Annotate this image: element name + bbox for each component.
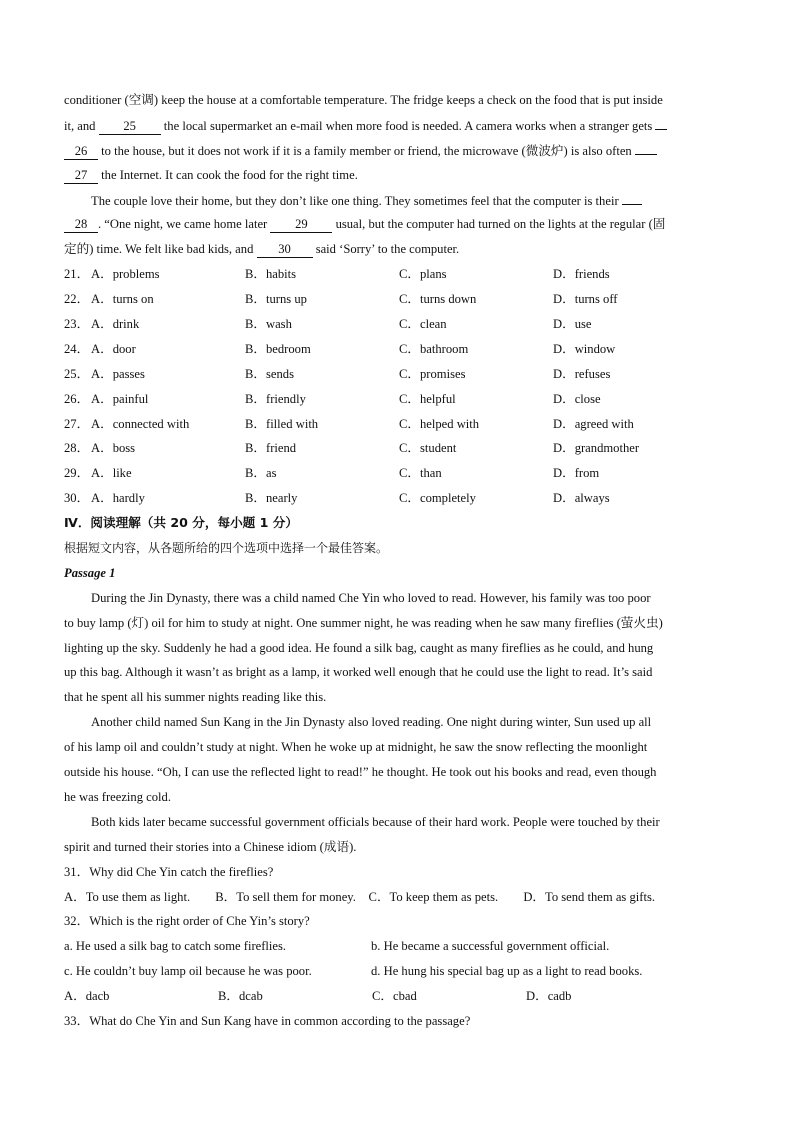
option-b[interactable]: B．bedroom [245, 341, 311, 356]
option-b[interactable]: B．as [245, 466, 277, 481]
q32-option-d[interactable]: D．cadb [526, 989, 572, 1004]
passage-line: of his lamp oil and couldn’t study at night. When he woke up at midnight, he saw the snow reflecting the moonlight [64, 740, 648, 755]
q31-option-a[interactable]: A．To use them as light. [64, 889, 191, 904]
option-b[interactable]: B．habits [245, 267, 297, 282]
q31-option-b[interactable]: B．To sell them for money. [215, 889, 356, 904]
section-instruction: 根据短文内容，从各题所给的四个选项中选择一个最佳答案。 [64, 541, 389, 556]
q32-event-d: d. He hung his special bag up as a light to read books. [371, 964, 643, 979]
cloze-line-1 [64, 88, 732, 113]
cloze-line-4 [64, 163, 732, 188]
passage-title: Passage 1 [64, 565, 116, 580]
option-b[interactable]: B．wash [245, 317, 292, 332]
option-b[interactable]: B．friend [245, 441, 297, 456]
passage-line: he was freezing cold. [64, 789, 171, 804]
passage-line: During the Jin Dynasty, there was a child named Che Yin who loved to read. However, his family was too poor [91, 590, 651, 605]
question-32-options [64, 984, 732, 1009]
question-number: 30． [64, 491, 90, 506]
blank-28-lead [622, 188, 642, 205]
passage-line: outside his house. “Oh, I can use the reflected light to read!” he thought. He took out his books and read, even though [64, 765, 657, 780]
question-number: 26． [64, 391, 90, 406]
question-32-events-row-1 [64, 934, 732, 959]
passage-line: up this bag. Although it wasn’t as bright as a lamp, it worked well enough that he could use the light to read. It’s said [64, 665, 653, 680]
option-row [64, 486, 732, 511]
question-31-options [64, 885, 732, 910]
option-a[interactable]: A．door [91, 341, 136, 356]
option-d[interactable]: D．friends [553, 267, 610, 282]
option-c[interactable]: C．bathroom [399, 341, 469, 356]
option-a[interactable]: A．hardly [91, 491, 145, 506]
q32-option-b[interactable]: B．dcab [218, 989, 263, 1004]
question-33-stem: 33．What do Che Yin and Sun Kang have in common according to the passage? [64, 1013, 471, 1028]
blank-28: 28 [64, 216, 98, 233]
cloze-line-3 [64, 138, 732, 163]
cloze-text: . “One night, we came home later [98, 217, 268, 232]
passage-line: Another child named Sun Kang in the Jin Dynasty also loved reading. One night during winter, Sun used up all [91, 715, 652, 730]
question-number: 22． [64, 292, 90, 307]
option-a[interactable]: A．connected with [91, 416, 190, 431]
option-b[interactable]: B．sends [245, 366, 294, 381]
question-number: 23． [64, 317, 90, 332]
option-d[interactable]: D．from [553, 466, 600, 481]
option-d[interactable]: D．agreed with [553, 416, 634, 431]
passage-line: Both kids later became successful government officials because of their hard work. People were touched by their [91, 814, 660, 829]
passage-line: to buy lamp (灯) oil for him to study at night. One summer night, he was reading when he saw many fireflies (萤火虫) [64, 615, 663, 630]
option-row [64, 412, 732, 437]
passage-body [64, 586, 732, 860]
option-row [64, 337, 732, 362]
passage-line: that he spent all his summer nights reading like this. [64, 690, 327, 705]
blank-29: 29 [270, 216, 332, 233]
question-number: 29． [64, 466, 90, 481]
option-a[interactable]: A．boss [91, 441, 136, 456]
q32-option-a[interactable]: A．dacb [64, 989, 110, 1004]
q32-event-c: c. He couldn’t buy lamp oil because he was poor. [64, 964, 312, 979]
blank-26-lead [655, 113, 667, 130]
question-32-stem: 32．Which is the right order of Che Yin’s story? [64, 914, 310, 929]
cloze-text: conditioner (空调) keep the house at a comfortable temperature. The fridge keeps a check on the food that is put inside [64, 93, 663, 107]
option-a[interactable]: A．turns on [91, 292, 154, 307]
blank-25: 25 [99, 118, 161, 135]
option-a[interactable]: A．passes [91, 366, 145, 381]
cloze-line-6 [64, 212, 732, 237]
option-a[interactable]: A．problems [91, 267, 160, 282]
option-row [64, 362, 732, 387]
option-b[interactable]: B．nearly [245, 491, 298, 506]
option-d[interactable]: D．grandmother [553, 441, 640, 456]
blank-27: 27 [64, 167, 98, 184]
cloze-text: 定的) time. We felt like bad kids, and [64, 242, 254, 257]
q32-event-a: a. He used a silk bag to catch some fireflies. [64, 939, 287, 954]
cloze-text: the local supermarket an e-mail when more food is needed. A camera works when a stranger gets [163, 118, 653, 133]
question-number: 28． [64, 441, 90, 456]
option-row [64, 262, 732, 287]
cloze-text: said ‘Sorry’ to the computer. [315, 242, 460, 257]
question-number: 27． [64, 416, 90, 431]
cloze-text: usual, but the computer had turned on the lights at the regular (固 [335, 217, 666, 232]
option-c[interactable]: C．than [399, 466, 442, 481]
option-d[interactable]: D．use [553, 317, 592, 332]
cloze-text: to the house, but it does not work if it is a family member or friend, the microwave (微波炉) is also often [101, 143, 632, 158]
option-d[interactable]: D．turns off [553, 292, 618, 307]
option-c[interactable]: C．helped with [399, 416, 480, 431]
exam-page [64, 88, 732, 1034]
option-c[interactable]: C．plans [399, 267, 447, 282]
option-a[interactable]: A．painful [91, 391, 149, 406]
cloze-options [64, 262, 732, 511]
cloze-line-5 [64, 188, 732, 213]
cloze-text: it, and [64, 118, 96, 133]
option-row [64, 461, 732, 486]
option-c[interactable]: C．student [399, 441, 457, 456]
option-d[interactable]: D．refuses [553, 366, 611, 381]
option-d[interactable]: D．always [553, 491, 610, 506]
cloze-text: the Internet. It can cook the food for the right time. [101, 167, 358, 182]
option-b[interactable]: B．friendly [245, 391, 306, 406]
q31-option-d[interactable]: D．To send them as gifts. [523, 889, 655, 904]
cloze-line-7 [64, 237, 732, 262]
option-a[interactable]: A．drink [91, 317, 140, 332]
option-row [64, 387, 732, 412]
question-number: 24． [64, 341, 90, 356]
question-32-events-row-2 [64, 959, 732, 984]
blank-27-lead [635, 138, 657, 155]
option-row [64, 312, 732, 337]
option-row [64, 436, 732, 461]
question-number: 21． [64, 267, 90, 282]
option-c[interactable]: C．clean [399, 317, 447, 332]
section-title: Ⅳ．阅读理解（共 20 分，每小题 1 分） [64, 515, 298, 531]
question-31-stem: 31．Why did Che Yin catch the fireflies? [64, 864, 274, 879]
q32-option-c[interactable]: C．cbad [372, 989, 417, 1004]
q32-event-b: b. He became a successful government official. [371, 939, 610, 954]
blank-30: 30 [257, 241, 313, 258]
option-d[interactable]: D．window [553, 341, 616, 356]
question-number: 25． [64, 366, 90, 381]
option-row [64, 287, 732, 312]
option-b[interactable]: B．filled with [245, 416, 319, 431]
cloze-line-2 [64, 113, 732, 138]
option-c[interactable]: C．promises [399, 366, 466, 381]
passage-line: spirit and turned their stories into a Chinese idiom (成语). [64, 839, 357, 854]
option-c[interactable]: C．helpful [399, 391, 456, 406]
q31-option-c[interactable]: C．To keep them as pets. [368, 889, 499, 904]
option-b[interactable]: B．turns up [245, 292, 307, 307]
passage-line: lighting up the sky. Suddenly he had a good idea. He found a silk bag, caught as many fireflies as he could, and hung [64, 640, 654, 655]
option-d[interactable]: D．close [553, 391, 601, 406]
cloze-text: The couple love their home, but they don’t like one thing. They sometimes feel that the computer is their [91, 193, 619, 208]
option-a[interactable]: A．like [91, 466, 132, 481]
blank-26: 26 [64, 143, 98, 160]
option-c[interactable]: C．turns down [399, 292, 477, 307]
option-c[interactable]: C．completely [399, 491, 476, 506]
